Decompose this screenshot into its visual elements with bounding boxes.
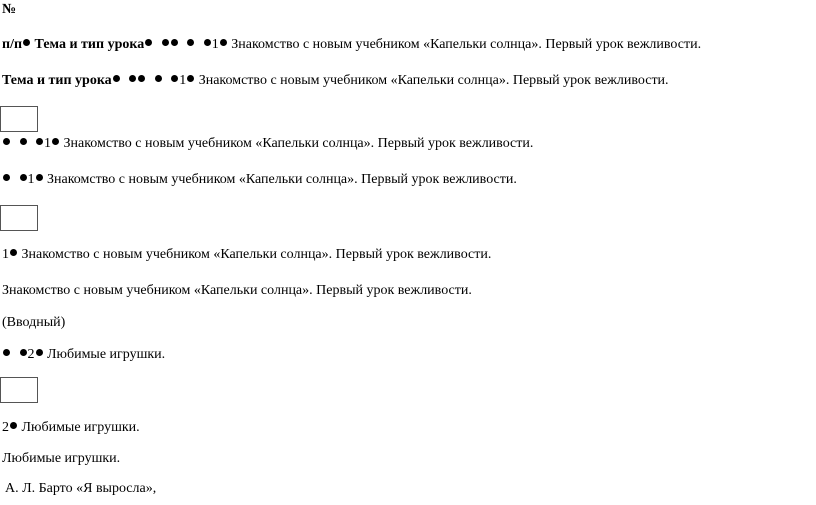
row-num-2 — [2, 420, 140, 436]
empty-cell-box — [0, 205, 38, 231]
empty-cell-box — [0, 106, 38, 132]
lesson-title: Знакомство с новым учебником «Капельки солнца». Первый урок вежливости. — [2, 283, 472, 298]
lesson-title: Знакомство с новым учебником «Капельки солнца». Первый урок вежливости. — [47, 172, 517, 187]
lesson-number: 1 — [2, 247, 9, 262]
bullet-icon — [162, 39, 169, 46]
bullet-icon — [155, 75, 162, 82]
lesson-number: 1 — [27, 172, 35, 187]
row-author-2 — [5, 481, 156, 497]
row-type-1 — [2, 315, 65, 331]
bullet-icon — [187, 39, 194, 46]
bullet-icon — [10, 249, 17, 256]
theme-label: Тема и тип урока — [2, 73, 112, 88]
bullet-icon — [129, 75, 136, 82]
lesson-number: 1 — [211, 37, 219, 52]
lesson-title: Любимые игрушки. — [47, 347, 166, 362]
lesson-author: А. Л. Барто «Я выросла», — [5, 481, 157, 496]
bullet-icon — [36, 138, 43, 145]
lesson-type: (Вводный) — [2, 315, 66, 330]
bullet-icon — [220, 39, 227, 46]
lesson-title: Знакомство с новым учебником «Капельки солнца». Первый урок вежливости. — [198, 73, 669, 88]
bullet-icon — [145, 39, 152, 46]
lesson-title: Любимые игрушки. — [21, 420, 140, 435]
bullet-icon — [20, 138, 27, 145]
row-title-1 — [2, 283, 472, 299]
row-num-1 — [2, 247, 491, 263]
row-bullets-3 — [2, 136, 533, 152]
lesson-title: Знакомство с новым учебником «Капельки солнца». Первый урок вежливости. — [231, 37, 702, 52]
bullet-icon — [187, 75, 194, 82]
bullet-icon — [171, 39, 178, 46]
lesson-number: 2 — [27, 347, 35, 362]
row-header-pp — [2, 37, 701, 53]
bullet-icon — [3, 349, 10, 356]
pp-label: п/п — [2, 37, 23, 52]
bullet-icon — [138, 75, 145, 82]
bullet-icon — [113, 75, 120, 82]
number-sign-header: № — [2, 2, 17, 17]
bullet-icon — [204, 39, 211, 46]
lesson-number: 2 — [2, 420, 9, 435]
bullet-icon — [52, 138, 59, 145]
bullet-icon — [171, 75, 178, 82]
row-bullets-2 — [2, 172, 517, 188]
empty-cell-box — [0, 377, 38, 403]
bullet-icon — [20, 174, 27, 181]
bullet-icon — [23, 39, 30, 46]
bullet-icon — [10, 422, 17, 429]
row-bullets-lesson2 — [2, 347, 165, 363]
lesson-number: 1 — [44, 136, 51, 151]
lesson-title: Знакомство с новым учебником «Капельки солнца». Первый урок вежливости. — [63, 136, 534, 151]
bullet-icon — [3, 138, 10, 145]
bullet-icon — [20, 349, 27, 356]
bullet-icon — [36, 174, 43, 181]
lesson-title: Знакомство с новым учебником «Капельки солнца». Первый урок вежливости. — [21, 247, 492, 262]
lesson-number: 1 — [179, 73, 187, 88]
theme-label: Тема и тип урока — [34, 37, 145, 52]
lesson-title: Любимые игрушки. — [2, 451, 121, 466]
bullet-icon — [36, 349, 43, 356]
bullet-icon — [3, 174, 10, 181]
row-header-theme — [2, 73, 669, 89]
row-title-2 — [2, 451, 120, 467]
